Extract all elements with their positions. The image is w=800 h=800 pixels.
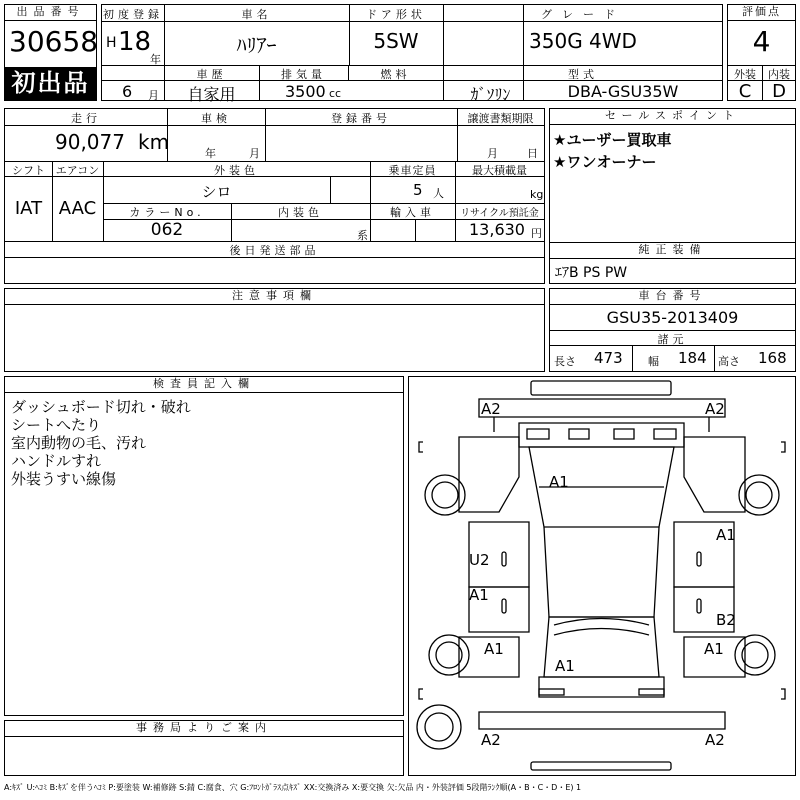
notes-label: 注意事項欄	[5, 289, 544, 305]
inspector-line-2: シートへたり	[11, 416, 102, 434]
chassis-box	[549, 288, 796, 372]
color-number: 062	[150, 220, 184, 240]
lot-number: 30658	[9, 25, 99, 58]
transfer-day-unit: 日	[527, 147, 538, 160]
door-label: ドア形状	[366, 8, 426, 21]
interior-grade: D	[772, 81, 786, 102]
colorno-label: カラーNo.	[129, 206, 205, 219]
width-label: 幅	[648, 355, 659, 368]
ac-label: エアコン	[55, 164, 100, 177]
inspector-box	[4, 376, 404, 716]
capacity: 5	[413, 181, 423, 199]
capacity-label: 乗車定員	[388, 164, 437, 177]
lot-box	[4, 4, 97, 101]
reg-month-unit: 月	[148, 89, 159, 102]
car-diagram	[409, 377, 795, 775]
history: 自家用	[187, 85, 236, 104]
car-name-label: 車名	[241, 8, 272, 21]
inspector-line-1: ダッシュボード切れ・破れ	[11, 398, 191, 416]
vehicle-info-box	[4, 108, 545, 284]
sales-point-1: ★ユーザー買取車	[553, 131, 672, 149]
sales-points-box	[549, 108, 796, 243]
width: 184	[678, 349, 707, 367]
inspector-line-4: ハンドルすれ	[11, 452, 102, 470]
displacement-label: 排気量	[281, 68, 326, 81]
mileage: 90,077	[55, 130, 125, 154]
load-unit: kg	[530, 188, 544, 201]
grade: 350G 4WD	[529, 29, 637, 53]
inspection-year-unit: 年	[205, 147, 216, 160]
reg-month: 6	[122, 82, 133, 101]
mark-right-rear-fender: A1	[704, 640, 724, 658]
height-label: 高さ	[718, 355, 740, 368]
inspector-line-3: 室内動物の毛、汚れ	[11, 434, 147, 452]
intcolor-label: 内装色	[278, 206, 323, 219]
shift-label: シフト	[12, 164, 45, 177]
length: 473	[594, 349, 623, 367]
length-label: 長さ	[554, 355, 576, 368]
reg-year: 18	[118, 27, 152, 57]
model: DBA-GSU35W	[567, 82, 679, 101]
transfer-month-unit: 月	[487, 147, 498, 160]
first-listing-badge: 初出品	[5, 67, 96, 100]
mark-rear-right: A2	[705, 731, 725, 749]
history-label: 車歴	[196, 68, 227, 81]
exterior-label: 外装	[734, 68, 756, 81]
sales-label: セールスポイント	[550, 109, 795, 125]
sales-point-2: ★ワンオーナー	[553, 153, 657, 171]
displacement: 3500	[285, 82, 326, 101]
fuel: ｶﾞｿﾘﾝ	[470, 85, 511, 104]
mark-right-front-door: A1	[716, 526, 736, 544]
equipment-value: ｴｱB PS PW	[555, 265, 628, 281]
damage-diagram-box	[408, 376, 796, 776]
recycle-unit: 円	[531, 227, 542, 240]
load-label: 最大積載量	[472, 164, 527, 177]
score-label: 評価点	[728, 5, 795, 21]
transfer-label: 譲渡書類期限	[467, 112, 534, 125]
notes-box	[4, 288, 545, 372]
chassis-number: GSU35-2013409	[606, 308, 739, 327]
recycle-fee: 13,630	[469, 220, 525, 239]
office-box	[4, 720, 404, 776]
cc-unit: cc	[329, 87, 342, 100]
spec-top-box	[101, 4, 723, 104]
regno-label: 登録番号	[331, 112, 391, 125]
interior-label: 内装	[768, 68, 790, 81]
height: 168	[758, 349, 787, 367]
fuel-label: 燃料	[380, 68, 411, 81]
color-label: 外装色	[214, 164, 259, 177]
mark-front-right: A2	[705, 400, 725, 418]
inspector-label: 検査員記入欄	[5, 377, 403, 393]
mark-front-left: A2	[481, 400, 501, 418]
import-label: 輸入車	[390, 206, 435, 219]
equipment-box	[549, 242, 796, 284]
mark-left-rear-fender: A1	[484, 640, 504, 658]
score-box	[727, 4, 796, 101]
spec-label: 諸元	[657, 333, 688, 346]
mark-left-front-door: U2	[469, 551, 490, 569]
model-label: 型式	[568, 68, 598, 81]
chassis-label: 車台番号	[550, 289, 795, 305]
km-unit: km	[138, 130, 170, 154]
mark-roof-rear: A1	[555, 657, 575, 675]
shift: IAT	[14, 198, 43, 219]
reg-label: 初度登録	[103, 8, 163, 21]
reg-year-unit: 年	[150, 53, 161, 66]
mark-right-rear-door: B2	[716, 611, 736, 629]
capacity-unit: 人	[433, 187, 444, 200]
mark-hood: A1	[549, 473, 569, 491]
later-parts-label: 後日発送部品	[229, 244, 320, 257]
inspection-month-unit: 月	[249, 147, 260, 160]
intcolor-unit: 系	[357, 229, 368, 242]
grade-label: グレード	[541, 8, 625, 21]
mark-rear-left: A2	[481, 731, 501, 749]
exterior-color: シロ	[201, 183, 232, 201]
exterior-grade: C	[738, 81, 752, 102]
inspector-line-5: 外装うすい線傷	[11, 470, 117, 488]
mark-left-rear-door: A1	[469, 586, 489, 604]
score: 4	[752, 25, 771, 58]
lot-label: 出品番号	[5, 5, 96, 21]
recycle-label: リサイクル預託金	[460, 208, 539, 219]
door-type: 5SW	[373, 29, 419, 53]
ac: AAC	[58, 198, 97, 219]
legend: A:ｷｽﾞ U:ﾍｺﾐ B:ｷｽﾞを伴うﾍｺﾐ P:要塗装 W:補修跡 S:錆 C:腐食、穴 G:ﾌﾛﾝﾄｶﾞﾗｽ点ｷｽﾞ XX:交換済み X:要交換 欠:欠品 内・外装評価 5段階ﾗﾝｸ順(A・B・C・D・E) 1	[4, 783, 582, 792]
era: H	[106, 35, 117, 51]
equipment-label: 純正装備	[550, 243, 795, 259]
mileage-label: 走行	[71, 112, 101, 125]
car-name: ﾊﾘｱｰ	[236, 33, 277, 57]
inspection-label: 車検	[201, 112, 231, 125]
office-label: 事務局よりご案内	[5, 721, 403, 737]
